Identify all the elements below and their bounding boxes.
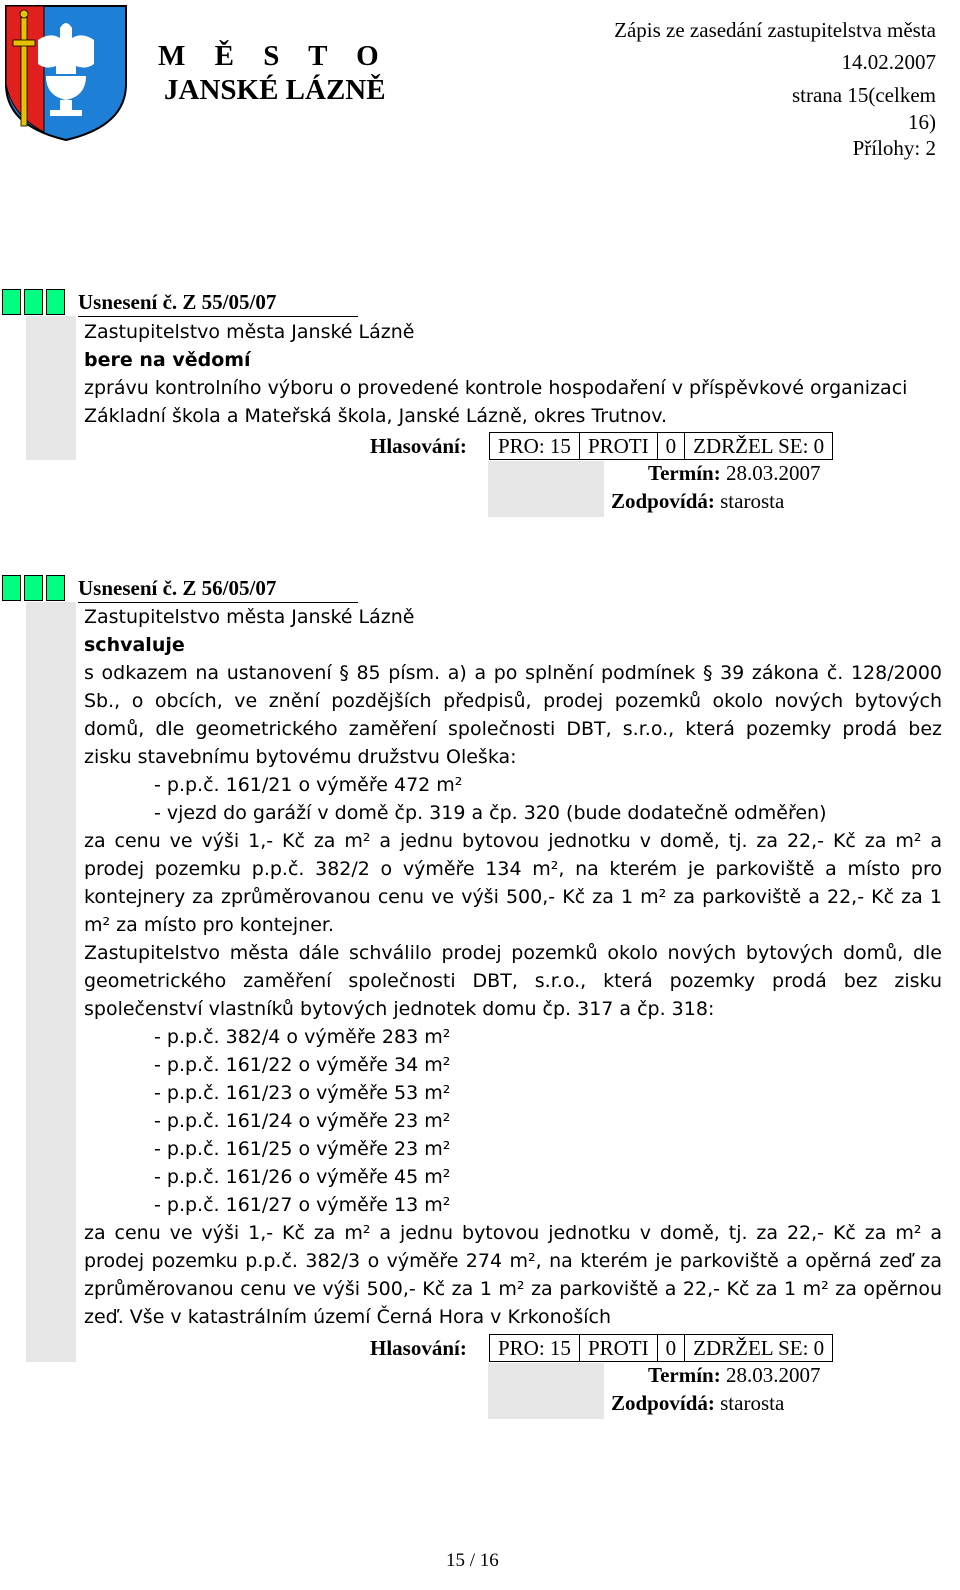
marker-cell <box>24 289 43 315</box>
responsible-row <box>611 489 784 514</box>
vote-label: Hlasování: <box>370 434 467 458</box>
parcel-item: - p.p.č. 161/22 o výměře 34 m² <box>154 1054 451 1076</box>
vote-pro: PRO: 15 <box>490 1335 580 1362</box>
town-name-line1: M Ě S T O <box>158 40 390 72</box>
resolution-text-line: zprávu kontrolního výboru o provedené kontrole hospodaření v příspěvkové organizaci <box>84 377 908 399</box>
term-label: Termín: <box>648 461 721 485</box>
resolution-verb: bere na vědomí <box>84 349 251 371</box>
marker-cell <box>46 289 65 315</box>
resolution-number-label: Usnesení č. <box>78 290 178 314</box>
resolution-paragraph: s odkazem na ustanovení § 85 písm. a) a po splnění podmínek § 39 zákona č. 128/2000 Sb., o obcích, ve znění pozdějších předpisů, prodej pozemků okolo nových bytových domů, dle geometrického zaměření společnosti DBT, s.r.o., která pozemky prodá bez zisku stavebnímu bytovému družstvu Oleška: <box>84 662 942 768</box>
vote-label: Hlasování: <box>370 1336 467 1360</box>
vote-proti-value: 0 <box>657 1335 685 1362</box>
vote-pro: PRO: 15 <box>490 433 580 460</box>
council-name: Zastupitelstvo města Janské Lázně <box>84 606 415 628</box>
responsible-label: Zodpovídá: <box>611 1391 715 1415</box>
parcel-item: - p.p.č. 161/26 o výměře 45 m² <box>154 1166 451 1188</box>
marker-cell <box>46 575 65 601</box>
parcel-item: - p.p.č. 161/27 o výměře 13 m² <box>154 1194 451 1216</box>
page-info-line2: 16) <box>908 110 936 134</box>
vote-table <box>489 1334 833 1362</box>
document-title: Zápis ze zasedání zastupitelstva města <box>614 18 936 42</box>
parcel-item: - p.p.č. 161/24 o výměře 23 m² <box>154 1110 451 1132</box>
resolution-number <box>78 288 358 317</box>
marker-cell <box>2 575 21 601</box>
responsible-person: starosta <box>720 1391 785 1415</box>
parcel-item: - vjezd do garáží v domě čp. 319 a čp. 320 (bude dodatečně odměřen) <box>154 802 827 824</box>
vote-abstain: ZDRŽEL SE: 0 <box>685 433 833 460</box>
page-info-line1: strana 15(celkem <box>791 83 936 107</box>
document-date: 14.02.2007 <box>841 50 936 74</box>
resolution-number <box>78 574 358 603</box>
page-footer: 15 / 16 <box>446 1550 499 1571</box>
term-date: 28.03.2007 <box>725 461 821 485</box>
marker-cell <box>24 575 43 601</box>
resolution-body <box>84 603 942 1331</box>
responsible-person: starosta <box>720 489 785 513</box>
resolution-paragraph: za cenu ve výši 1,- Kč za m² a jednu bytovou jednotku v domě, tj. za 22,- Kč za m² a prodej pozemku p.p.č. 382/3 o výměře 274 m², na kterém je parkoviště a opěrná zeď za zprůměrovanou cenu ve výši 500,- Kč za 1 m² za parkoviště a 22,- Kč za 1 m² za opěrnou zeď. Vše v katastrálním území Černá Hora v Krkonoších <box>84 1222 942 1328</box>
responsible-row <box>611 1391 784 1416</box>
resolution-number-value: Z 55/05/07 <box>182 290 277 314</box>
resolution-number-value: Z 56/05/07 <box>182 576 277 600</box>
resolution-number-label: Usnesení č. <box>78 576 178 600</box>
vote-abstain: ZDRŽEL SE: 0 <box>685 1335 833 1362</box>
resolution-body <box>84 318 942 430</box>
vote-proti-value: 0 <box>657 433 685 460</box>
term-row <box>648 1363 820 1388</box>
town-crest-logo <box>4 4 128 142</box>
resolution-paragraph: za cenu ve výši 1,- Kč za m² a jednu bytovou jednotku v domě, tj. za 22,- Kč za m² a prodej pozemku p.p.č. 382/2 o výměře 134 m², na kterém je parkoviště a místo pro kontejnery za zprůměrovanou cenu ve výši 500,- Kč za 1 m² za parkoviště a 22,- Kč za 1 m² za místo pro kontejner. <box>84 830 942 936</box>
parcel-item: - p.p.č. 382/4 o výměře 283 m² <box>154 1026 451 1048</box>
vote-table <box>489 432 833 460</box>
term-row <box>648 461 820 486</box>
vote-proti-label: PROTI <box>579 1335 657 1362</box>
parcel-item: - p.p.č. 161/25 o výměře 23 m² <box>154 1138 451 1160</box>
resolution-verb: schvaluje <box>84 634 185 656</box>
term-label: Termín: <box>648 1363 721 1387</box>
margin-shade <box>26 602 76 1362</box>
parcel-item: - p.p.č. 161/23 o výměře 53 m² <box>154 1082 451 1104</box>
attachments-count: Přílohy: 2 <box>852 136 936 160</box>
town-name-line2: JANSKÉ LÁZNĚ <box>164 74 386 106</box>
marker-cell <box>2 289 21 315</box>
parcel-item: - p.p.č. 161/21 o výměře 472 m² <box>154 774 463 796</box>
resolution-text-line: Základní škola a Mateřská škola, Janské Lázně, okres Trutnov. <box>84 405 668 427</box>
council-name: Zastupitelstvo města Janské Lázně <box>84 321 415 343</box>
resolution-paragraph: Zastupitelstvo města dále schválilo prodej pozemků okolo nových bytových domů, dle geometrického zaměření společnosti DBT, s.r.o., která pozemky prodá bez zisku společenství vlastníků bytových jednotek domu čp. 317 a čp. 318: <box>84 942 942 1020</box>
term-date: 28.03.2007 <box>725 1363 821 1387</box>
term-shade <box>488 461 604 517</box>
vote-proti-label: PROTI <box>579 433 657 460</box>
term-shade <box>488 1363 604 1419</box>
responsible-label: Zodpovídá: <box>611 489 715 513</box>
margin-shade <box>26 316 76 460</box>
